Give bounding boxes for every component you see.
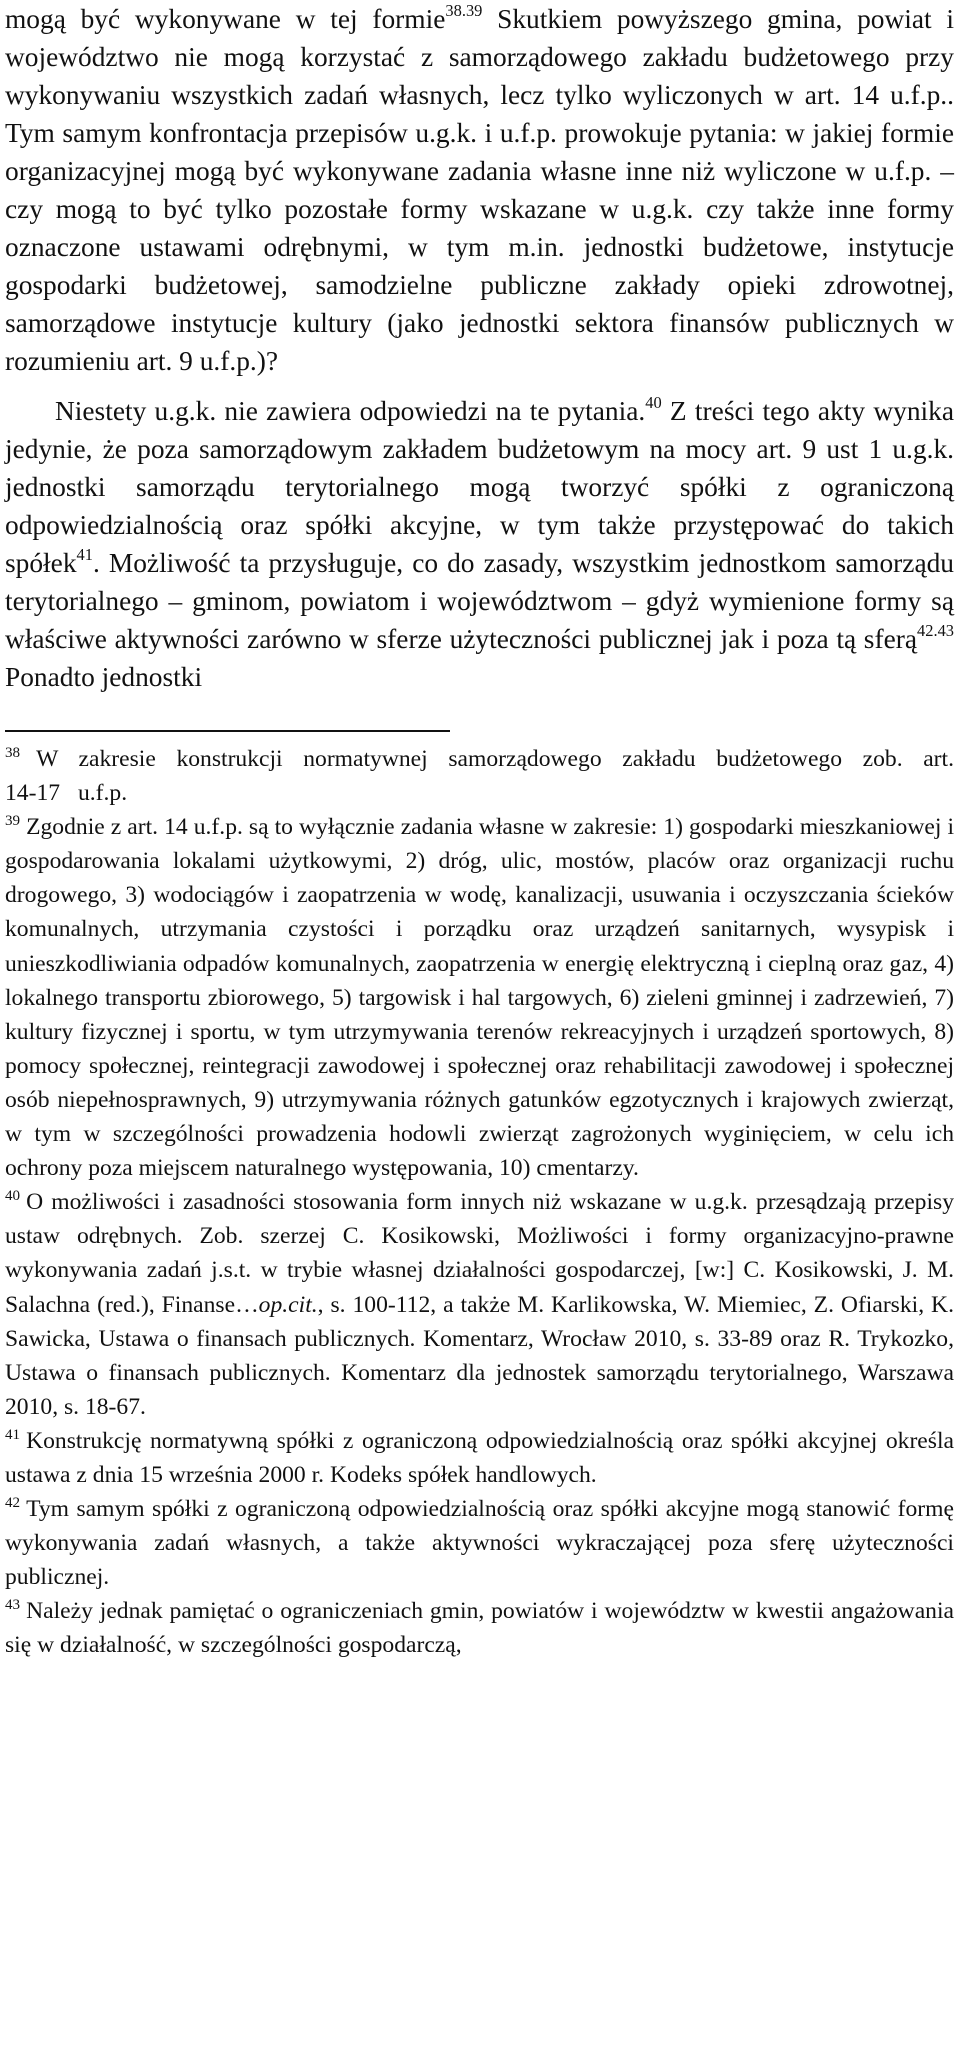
text-run: mogą być wykonywane w tej formie	[5, 4, 446, 34]
footnote-41	[5, 1424, 954, 1492]
footnote-text: W zakresie konstrukcji normatywnej samorządowego zakładu budżetowego zob. art. 14-17 u.f.p.	[5, 746, 954, 807]
paragraph-2	[5, 392, 954, 696]
text-run: . Możliwość ta przysługuje, co do zasady, wszystkim jednostkom samorządu terytorialnego – gminom, powiatom i województwom – gdyż wymienione formy są właściwe aktywności zarówno w sferze użyteczności publicznej jak i poza tą sferą	[5, 548, 954, 654]
footnote-ref-41[interactable]: 41	[76, 545, 93, 565]
footnote-number: 39	[5, 812, 21, 829]
footnote-ref-separator: .	[933, 621, 938, 641]
footnote-italic-citation: op.cit.	[258, 1291, 318, 1318]
footnote-38	[5, 742, 954, 810]
footnote-number: 43	[5, 1596, 21, 1613]
footnote-ref-42[interactable]: 42	[917, 621, 934, 641]
body-text	[5, 0, 954, 696]
footnote-40	[5, 1185, 954, 1424]
footnote-text: Zgodnie z art. 14 u.f.p. są to wyłącznie zadania własne w zakresie: 1) gospodarki mieszkaniowej i gospodarowania lokalami użytkowymi, 2) dróg, ulic, mostów, placów oraz organizacji ruchu drogowego, 3) wodociągów i zaopatrzenia w wodę, kanalizacji, usuwania i oczyszczania ścieków komunalnych, utrzymania czystości i porządku oraz urządzeń sanitarnych, wysypisk i unieszkodliwiania odpadów komunalnych, zaopatrzenia w energię elektryczną i cieplną oraz gaz, 4) lokalnego transportu zbiorowego, 5) targowisk i hal targowych, 6) zieleni gminnej i zadrzewień, 7) kultury fizycznej i sportu, w tym utrzymywania terenów rekreacyjnych i urządzeń sportowych, 8) pomocy społecznej, reintegracji zawodowej i społecznej oraz rehabilitacji zawodowej i społecznej osób niepełnosprawnych, 9) utrzymywania różnych gatunków egzotycznych i krajowych zwierząt, w tym w szczególności prowadzenia hodowli zwierząt zagrożonych wyginięciem, w celu ich ochrony poza miejscem naturalnego występowania, 10) cmentarzy.	[5, 814, 954, 1182]
footnote-number: 41	[5, 1426, 21, 1443]
footnote-ref-39[interactable]: 39	[465, 1, 483, 21]
footnote-text: Należy jednak pamiętać o ograniczeniach gmin, powiatów i województw w kwestii angażowania się w działalność, w szczególności gospodarczą,	[5, 1598, 954, 1659]
footnote-text: Tym samym spółki z ograniczoną odpowiedzialnością oraz spółki akcyjne mogą stanowić formę wykonywania zadań własnych, a także aktywności wykraczającej poza sferę użyteczności publicznej.	[5, 1496, 954, 1591]
footnote-number: 38	[5, 744, 21, 761]
footnote-separator-rule	[5, 730, 450, 732]
footnote-text: , s. 100-112, a także M. Karlikowska, W. Miemiec, Z. Ofiarski, K. Sawicka, Ustawa o finansach publicznych. Komentarz, Wrocław 2010, s. 33-89 oraz R. Trykozko, Ustawa o finansach publicznych. Komentarz dla jednostek samorządu terytorialnego, Warszawa 2010, s. 18-67.	[5, 1291, 954, 1420]
footnote-ref-40[interactable]: 40	[645, 393, 662, 413]
text-run: Skutkiem powyższego gmina, powiat i województwo nie mogą korzystać z samorządowego zakładu budżetowego przy wykonywaniu wszystkich zadań własnych, lecz tylko wyliczonych w art. 14 u.f.p.. Tym samym konfrontacja przepisów u.g.k. i u.f.p. prowokuje pytania: w jakiej formie organizacyjnej mogą być wykonywane zadania własne inne niż wyliczone w u.f.p. – czy mogą to być tylko pozostałe formy wskazane w u.g.k. czy także inne formy oznaczone ustawami odrębnymi, w tym m.in. jednostki budżetowe, instytucje gospodarki budżetowej, samodzielne publiczne zakłady opieki zdrowotnej, samorządowe instytucje kultury (jako jednostki sektora finansów publicznych w rozumieniu art. 9 u.f.p.)?	[5, 4, 954, 376]
footnote-43	[5, 1594, 954, 1662]
footnote-39	[5, 810, 954, 1185]
footnote-text: Konstrukcję normatywną spółki z ograniczoną odpowiedzialnością oraz spółki akcyjnej określa ustawa z dnia 15 września 2000 r. Kodeks spółek handlowych.	[5, 1427, 954, 1488]
text-run: Niestety u.g.k. nie zawiera odpowiedzi na te pytania.	[55, 396, 646, 426]
footnote-ref-separator: .	[461, 1, 466, 21]
footnote-ref-43[interactable]: 43	[937, 621, 954, 641]
footnote-ref-38[interactable]: 38	[445, 1, 462, 21]
footnote-42	[5, 1492, 954, 1594]
footnote-number: 40	[5, 1187, 21, 1204]
text-run: Ponadto jednostki	[5, 662, 203, 692]
footnotes-section	[5, 742, 954, 1663]
paragraph-1	[5, 0, 954, 380]
footnote-number: 42	[5, 1494, 21, 1511]
text-run: Z treści tego akty wynika jedynie, że poza samorządowym zakładem budżetowym na mocy art. 9 ust 1 u.g.k. jednostki samorządu terytorialnego mogą tworzyć spółki z ograniczoną odpowiedzialnością oraz spółki akcyjne, w tym także przystępować do takich spółek	[5, 396, 954, 578]
footnote-text: O możliwości i zasadności stosowania form innych niż wskazane w u.g.k. przesądzają przepisy ustaw odrębnych. Zob. szerzej C. Kosikowski, Możliwości i formy organizacyjno-prawne wykonywania zadań j.s.t. w trybie własnej działalności gospodarczej, [w:] C. Kosikowski, J. M. Salachna (red.), Finanse…	[5, 1189, 954, 1318]
